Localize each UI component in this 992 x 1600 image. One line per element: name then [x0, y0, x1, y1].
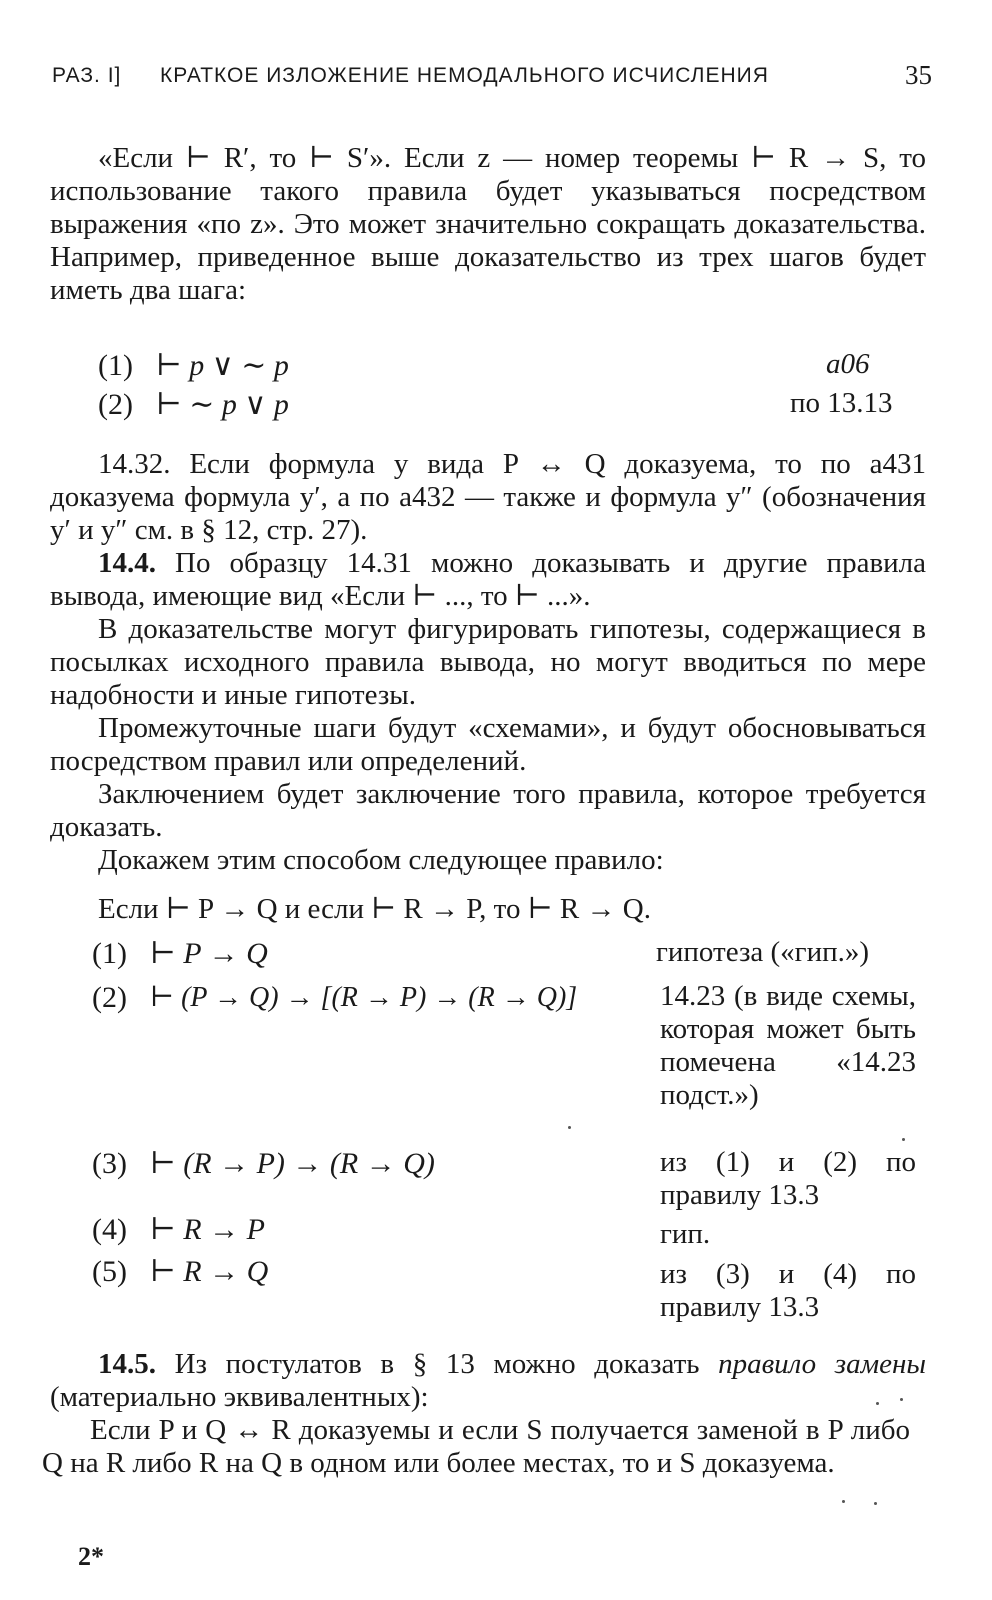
header-title: КРАТКОЕ ИЗЛОЖЕНИЕ НЕМОДАЛЬНОГО ИСЧИСЛЕНИЯ	[160, 64, 769, 87]
step-formula: ⊢ ∼ p ∨ p	[156, 388, 289, 421]
step-justification: гип.	[660, 1218, 711, 1250]
paragraph-14-4	[50, 547, 926, 613]
print-speck	[874, 1502, 877, 1505]
step-number: (5)	[92, 1255, 127, 1288]
step-number: (2)	[92, 981, 127, 1014]
step-justification: из (3) и (4) по правилу 13.3	[660, 1258, 916, 1323]
step-formula: ⊢ R → Q	[150, 1255, 269, 1288]
section-number: 14.4.	[98, 547, 156, 579]
paragraph-intermediate-steps: Промежуточные шаги будут «схемами», и будут обосновываться посредством правил или определений.	[50, 712, 926, 777]
print-speck	[842, 1500, 845, 1503]
paragraph-14-5	[50, 1348, 926, 1414]
step-formula: ⊢ p ∨ ∼ p	[156, 349, 289, 382]
step-justification: гипотеза («гип.»)	[656, 936, 870, 968]
print-speck	[876, 1402, 879, 1405]
step-number: (1)	[98, 349, 133, 382]
step-number: (3)	[92, 1147, 127, 1180]
print-speck	[568, 1126, 571, 1129]
step-justification: из (1) и (2) по правилу 13.3	[660, 1146, 916, 1211]
paragraph-text: Из постулатов в § 13 можно доказать	[156, 1348, 719, 1380]
step-justification: по 13.13	[790, 387, 893, 419]
page-number: 35	[905, 60, 932, 90]
step-formula: ⊢ P → Q	[150, 937, 268, 970]
paragraph-14-32: 14.32. Если формула y вида P ↔ Q доказуема, то по a431 доказуема формула y′, а по a432 — также и формула y″ (обозначения y′ и y″ см. в § 12, стр. 27).	[50, 448, 926, 546]
paragraph-substitution-rule: Если P и Q ↔ R доказуемы и если S получается заменой в P либо Q на R либо R на Q в одном или более местах, то и S доказуема.	[42, 1414, 910, 1479]
step-justification: 14.23 (в виде схемы, которая может быть помечена «14.23 подст.»)	[660, 980, 916, 1111]
step-formula: ⊢ (R → P) → (R → Q)	[150, 1147, 435, 1180]
step-number: (1)	[92, 937, 127, 970]
header-section: РАЗ. I]	[52, 64, 122, 87]
step-formula: ⊢ R → P	[150, 1213, 265, 1246]
step-number: (2)	[98, 388, 133, 421]
step-justification: a06	[826, 348, 870, 380]
rule-statement: Если ⊢ P → Q и если ⊢ R → P, то ⊢ R → Q.	[98, 893, 651, 925]
step-number: (4)	[92, 1213, 127, 1246]
signature-mark: 2*	[78, 1542, 104, 1571]
paragraph-text: По образцу 14.31 можно доказывать и другие правила вывода, имеющие вид «Если ⊢ ..., то ⊢ ...».	[50, 547, 926, 612]
running-header	[52, 60, 932, 92]
print-speck	[900, 1398, 903, 1401]
print-speck	[902, 1138, 905, 1141]
paragraph-hypotheses: В доказательстве могут фигурировать гипотезы, содержащиеся в посылках исходного правила вывода, но могут вводиться по мере надобности и иные гипотезы.	[50, 613, 926, 711]
paragraph-conclusion: Заключением будет заключение того правила, которое требуется доказать.	[50, 778, 926, 843]
emphasized-term: правило замены	[718, 1348, 926, 1380]
paragraph-rule-reference: «Если ⊢ R′, то ⊢ S′». Если z — номер теоремы ⊢ R → S, то использование такого правила будет указываться посредством выражения «по z». Это может значительно сокращать доказательства. Например, приведенное выше доказательство из трех шагов будет иметь два шага:	[50, 142, 926, 306]
paragraph-prove-rule: Докажем этим способом следующее правило:	[98, 844, 664, 876]
section-number: 14.5.	[98, 1348, 156, 1380]
step-formula: ⊢ (P → Q) → [(R → P) → (R → Q)]	[150, 982, 578, 1013]
paragraph-text: (материально эквивалентных):	[50, 1381, 429, 1413]
